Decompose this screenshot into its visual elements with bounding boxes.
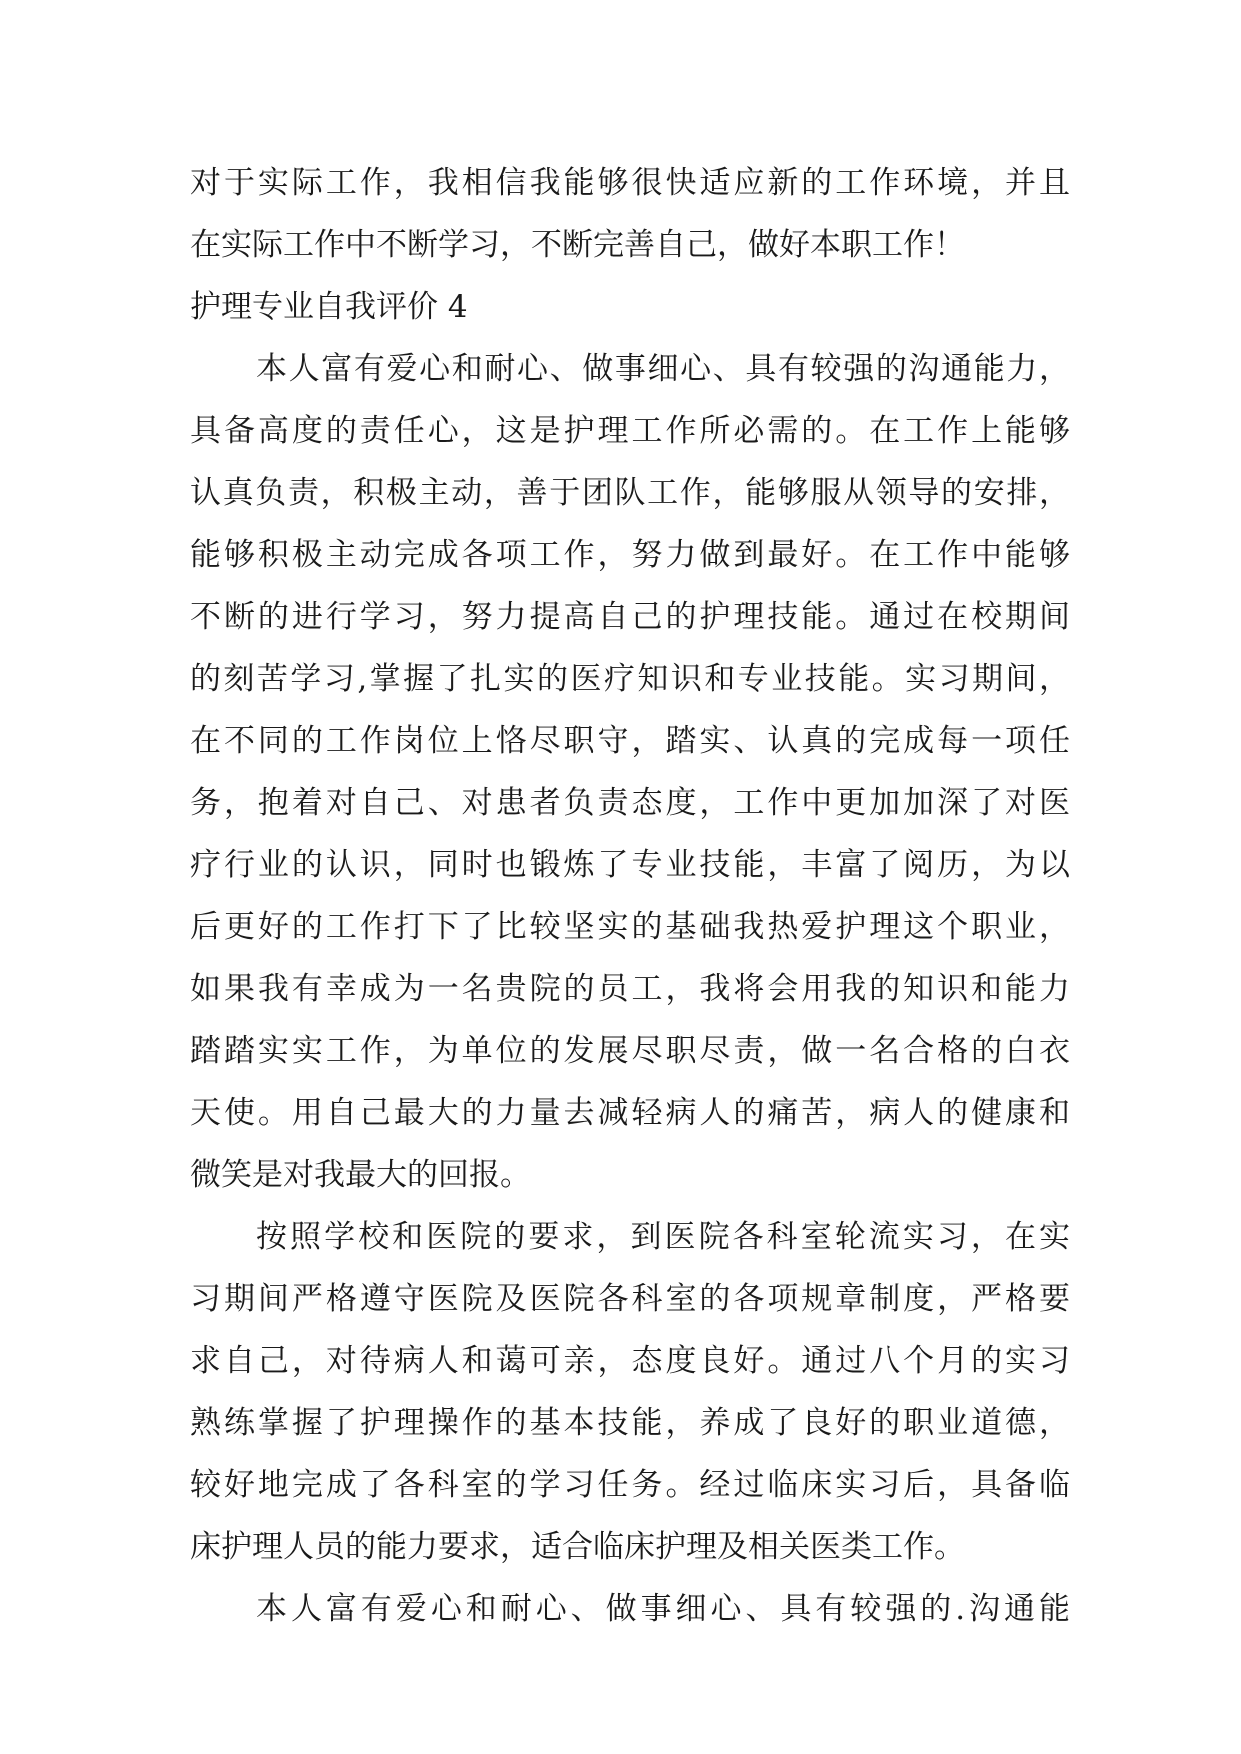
text-line: 天使。用自己最大的力量去减轻病人的痛苦，病人的健康和 [190, 1095, 1070, 1131]
text-line: 务，抱着对自己、对患者负责态度，工作中更加加深了对医 [190, 785, 1070, 821]
text-line: 习期间严格遵守医院及医院各科室的各项规章制度，严格要 [190, 1281, 1070, 1317]
text-line: 在不同的工作岗位上恪尽职守，踏实、认真的完成每一项任 [190, 723, 1070, 759]
text-line: 疗行业的认识，同时也锻炼了专业技能，丰富了阅历，为以 [190, 847, 1070, 883]
text-line: 对于实际工作，我相信我能够很快适应新的工作环境，并且 [190, 165, 1070, 201]
text-line: 具备高度的责任心，这是护理工作所必需的。在工作上能够 [190, 413, 1070, 449]
text-line: 本人富有爱心和耐心、做事细心、具有较强的.沟通能 [256, 1591, 1070, 1627]
document-body [190, 152, 1070, 1640]
text-line: 认真负责，积极主动，善于团队工作，能够服从领导的安排， [190, 475, 1070, 511]
text-line: 熟练掌握了护理操作的基本技能，养成了良好的职业道德， [190, 1405, 1070, 1441]
text-line: 的刻苦学习,掌握了扎实的医疗知识和专业技能。实习期间， [190, 661, 1070, 697]
text-line: 踏踏实实工作，为单位的发展尽职尽责，做一名合格的白衣 [190, 1033, 1070, 1069]
continuation-paragraph [190, 152, 1070, 276]
text-line: 后更好的工作打下了比较坚实的基础我热爱护理这个职业， [190, 909, 1070, 945]
text-line: 床护理人员的能力要求，适合临床护理及相关医类工作。 [190, 1529, 965, 1565]
text-line: 本人富有爱心和耐心、做事细心、具有较强的沟通能力， [256, 351, 1070, 387]
text-line: 在实际工作中不断学习，不断完善自己，做好本职工作！ [190, 227, 965, 263]
text-line: 不断的进行学习，努力提高自己的护理技能。通过在校期间 [190, 599, 1070, 635]
text-line: 能够积极主动完成各项工作，努力做到最好。在工作中能够 [190, 537, 1070, 573]
text-line: 求自己，对待病人和蔼可亲，态度良好。通过八个月的实习 [190, 1343, 1070, 1379]
text-line: 按照学校和医院的要求，到医院各科室轮流实习，在实 [256, 1219, 1070, 1255]
paragraph-2 [190, 1206, 1070, 1578]
section-heading: 护理专业自我评价 4 [190, 289, 468, 325]
text-line: 较好地完成了各科室的学习任务。经过临床实习后，具备临 [190, 1467, 1070, 1503]
text-line: 微笑是对我最大的回报。 [190, 1157, 531, 1193]
paragraph-3 [190, 1578, 1070, 1640]
paragraph-1 [190, 338, 1070, 1206]
text-line: 如果我有幸成为一名贵院的员工，我将会用我的知识和能力 [190, 971, 1070, 1007]
